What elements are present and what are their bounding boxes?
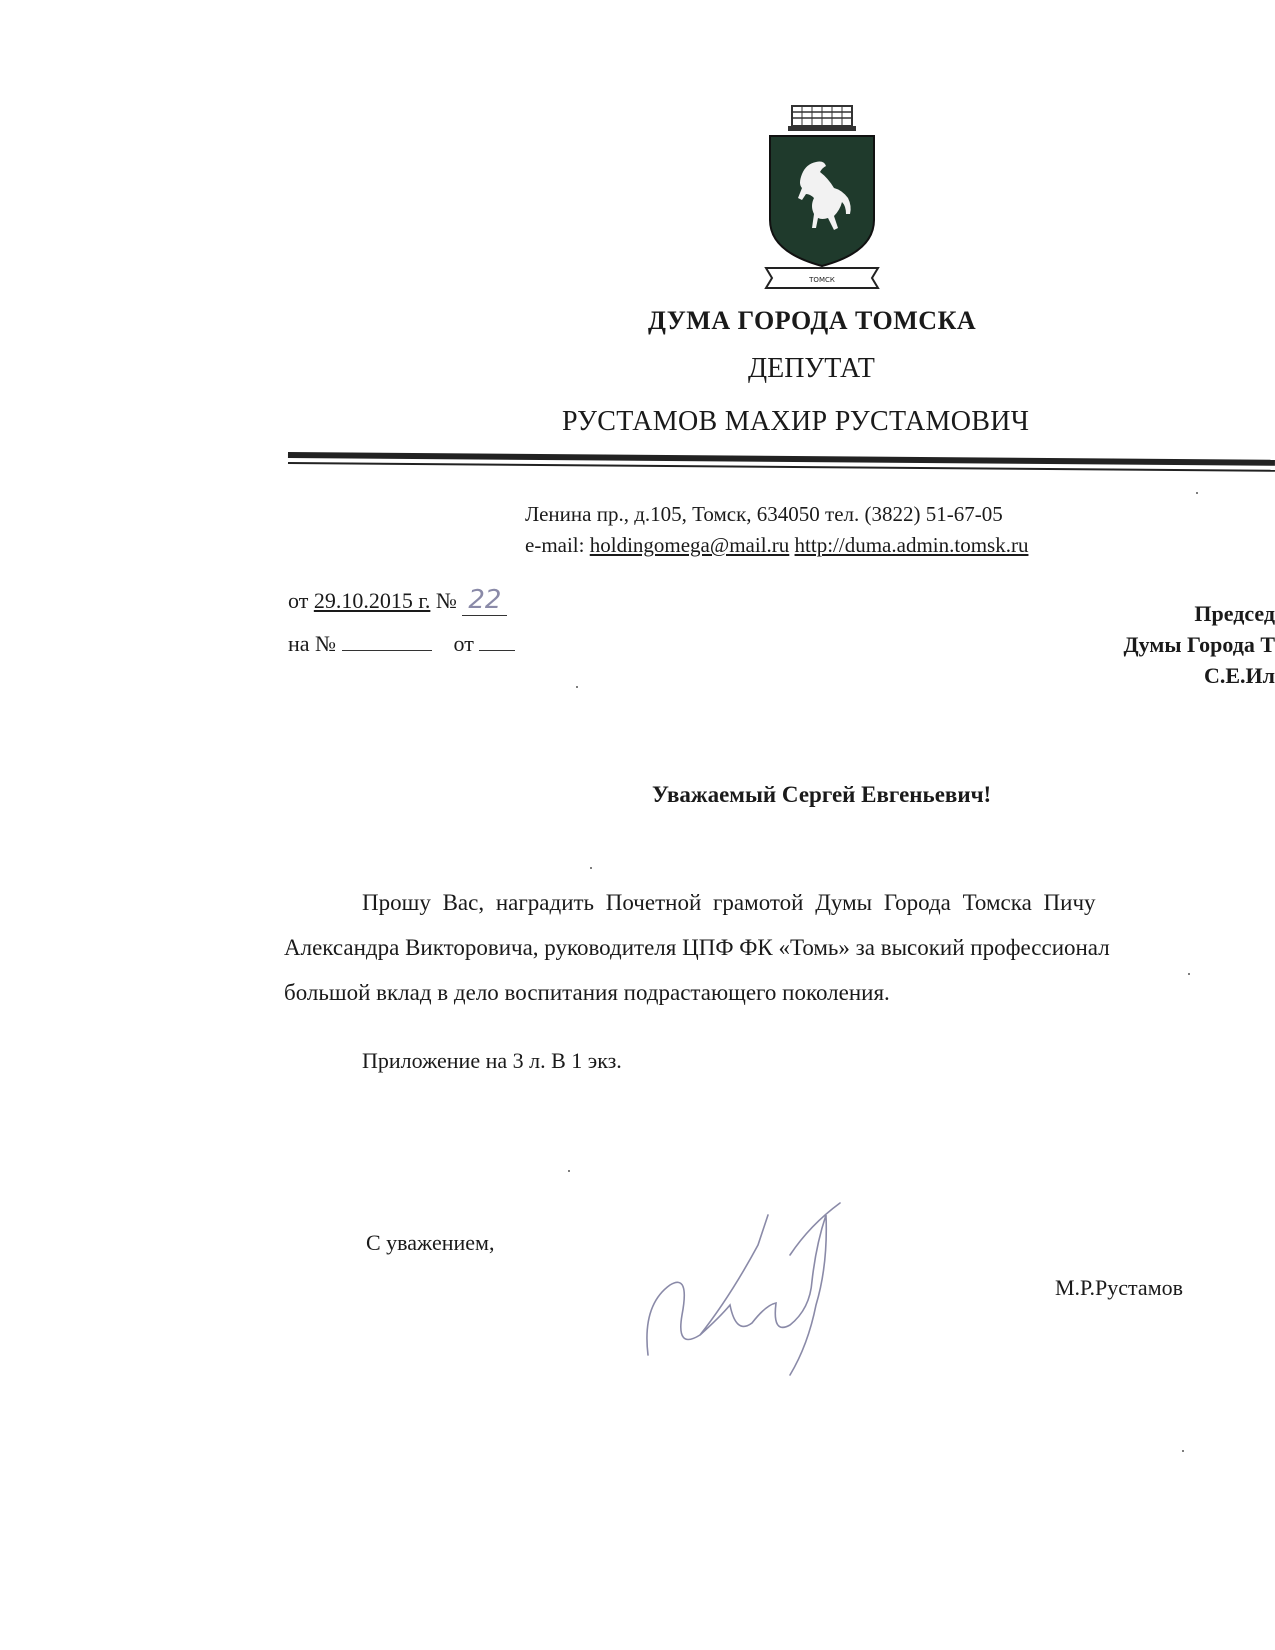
scan-speck	[1196, 492, 1198, 494]
contact-line	[525, 533, 1028, 558]
email-label: e-mail:	[525, 533, 585, 557]
letter-number-handwritten: 22	[462, 585, 507, 616]
coat-of-arms-emblem	[762, 102, 882, 292]
body-line-1: Прошу Вас, наградить Почетной грамотой Думы Города Томска Пичу	[362, 890, 1096, 915]
attachment-note: Приложение на 3 л. В 1 экз.	[362, 1048, 622, 1073]
number-label: №	[435, 588, 457, 613]
reply-from-label: от	[453, 631, 474, 656]
scan-speck	[1182, 1450, 1184, 1452]
letter-date: 29.10.2015 г.	[313, 588, 431, 613]
organization-title: ДУМА ГОРОДА ТОМСКА	[648, 306, 977, 335]
reply-date-blank	[479, 632, 515, 651]
letter-body	[284, 880, 1275, 1015]
scan-speck	[576, 686, 578, 688]
addressee-organization: Думы Города Т	[1123, 632, 1275, 657]
scan-speck	[568, 1170, 570, 1172]
salutation: Уважаемый Сергей Евгеньевич!	[652, 782, 992, 807]
ribbon-banner	[766, 268, 878, 288]
email-link[interactable]: holdingomega@mail.ru	[589, 533, 790, 557]
svg-text:ТОМСК: ТОМСК	[809, 276, 835, 284]
signatory-name: М.Р.Рустамов	[1055, 1275, 1184, 1300]
address-line: Ленина пр., д.105, Томск, 634050 тел. (3822) 51-67-05	[525, 502, 1003, 526]
crown-icon	[788, 106, 856, 131]
handwritten-signature	[640, 1185, 890, 1385]
deputy-name: РУСТАМОВ МАХИР РУСТАМОВИЧ	[562, 406, 1030, 437]
reply-number-label: на №	[288, 631, 337, 656]
body-line-2: Александра Викторовича, руководителя ЦПФ ФК «Томь» за высокий профессионал	[284, 935, 1110, 960]
scan-speck	[590, 867, 592, 869]
position-title: ДЕПУТАТ	[748, 353, 875, 384]
from-label: от	[288, 588, 309, 613]
website-link[interactable]: http://duma.admin.tomsk.ru	[794, 533, 1029, 557]
incoming-reference	[288, 631, 515, 657]
body-line-3: большой вклад в дело воспитания подрастающего поколения.	[284, 980, 890, 1005]
addressee-position: Председ	[1194, 601, 1275, 626]
addressee-name: С.Е.Ил	[1203, 663, 1275, 688]
addressee-block	[1015, 598, 1275, 691]
outgoing-reference	[288, 585, 507, 615]
reply-number-blank	[342, 632, 432, 651]
closing-phrase: С уважением,	[366, 1230, 495, 1255]
scan-speck	[1188, 973, 1190, 975]
